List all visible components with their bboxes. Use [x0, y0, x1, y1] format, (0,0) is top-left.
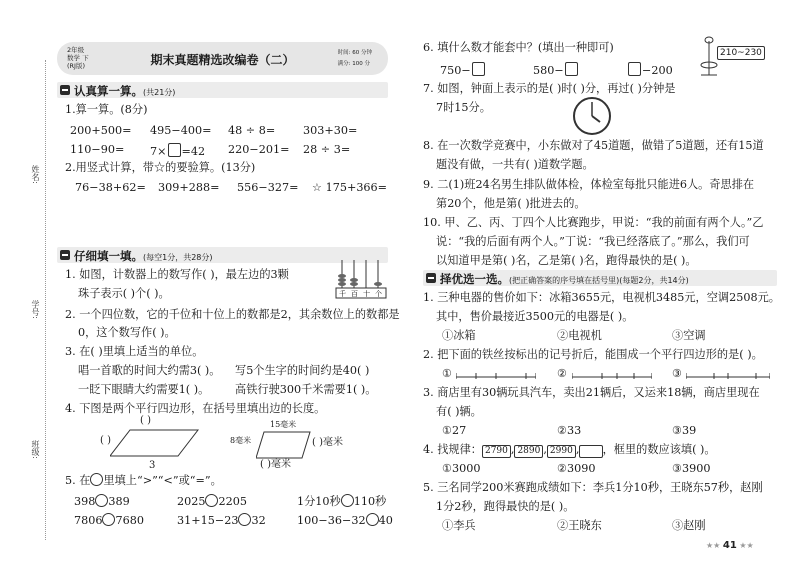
compare-circle[interactable] — [238, 513, 251, 526]
choice-q2: 2. 把下面的铁丝按标出的记号折后，能围成一个平行四边形的是( )。 — [423, 348, 763, 361]
page-number-deco: ★★ 41 ★★ — [706, 540, 754, 551]
wire-figure — [686, 367, 770, 381]
q2-item: 76−38+62= — [75, 181, 146, 194]
choice-option[interactable]: ③ — [672, 367, 683, 380]
page-title: 期末真题精选改编卷（二） — [150, 53, 295, 67]
fill-q2: 0，这个数写作( )。 — [78, 326, 176, 339]
choice-option[interactable]: ③3900 — [672, 462, 711, 475]
q1-item: 28 ÷ 3= — [303, 143, 351, 156]
sequence-box: 2890 — [514, 445, 543, 458]
choice-q3: 有( )辆。 — [436, 405, 482, 418]
choice-q4: 4. 找规律： 2790 , 2890 , 2990 , ，框里的数应该填( )。 — [423, 443, 716, 456]
compare-item: 100−36−32 40 — [297, 514, 393, 527]
binding-line — [45, 60, 46, 540]
parallelogram-label: 3 — [149, 460, 156, 471]
section-icon — [60, 250, 70, 260]
choice-option[interactable]: ① — [442, 367, 453, 380]
choice-option[interactable]: ②3090 — [557, 462, 596, 475]
q1-item: 110−90= — [70, 143, 125, 156]
fill-q5: 5. 在 里填上“>”“<”或“=”。 — [65, 474, 222, 487]
compare-circle[interactable] — [90, 473, 103, 486]
wire-figure — [572, 367, 652, 381]
right-q7: 7时15分。 — [436, 101, 491, 114]
choice-option[interactable]: ③赵刚 — [672, 519, 706, 532]
sequence-box: 2990 — [547, 445, 576, 458]
compare-item: 398 389 — [74, 495, 130, 508]
compare-item: 1分10秒 110秒 — [297, 495, 387, 508]
q1-item: 48 ÷ 8= — [228, 124, 276, 137]
sidebar-class-label: 班级: — [31, 440, 40, 459]
right-q9: 第20个，他是第( )批进去的。 — [436, 197, 586, 210]
section-choose: 择优选一选。(把正确答案的序号填在括号里)(每题2分，共14分) — [423, 270, 777, 286]
answer-box[interactable] — [168, 143, 181, 157]
q1-item: 200+500= — [70, 124, 132, 137]
fill-q2: 2. 一个四位数，它的千位和十位上的数都是2，其余数位上的数都是 — [65, 308, 400, 321]
parallelogram-label: ( )毫米 — [260, 459, 291, 470]
abacus-label: 百 — [351, 290, 358, 298]
section-fill: 仔细填一填。(每空1分，共28分) — [57, 247, 388, 263]
choice-option[interactable]: ②电视机 — [557, 329, 602, 342]
choice-q1: 其中，售价最接近3500元的电器是( )。 — [436, 310, 634, 323]
parallelogram-label: ( ) — [140, 415, 151, 426]
fill-q3: 写5个生字的时间约是40( ) — [235, 364, 370, 377]
right-q10: 以知道甲是第( )名，乙是第( )名，跑得最快的是( )。 — [436, 254, 697, 267]
choice-option[interactable]: ①27 — [442, 424, 467, 437]
fill-q3: 唱一首歌的时间大约需3( )。 — [78, 364, 221, 377]
sidebar-name-label: 姓名: — [31, 165, 40, 184]
wire-figure — [456, 367, 536, 381]
fill-q3: 3. 在( )里填上适当的单位。 — [65, 345, 204, 358]
compare-circle[interactable] — [95, 494, 108, 507]
right-q10: 说：“我的后面有两个人。”丁说：“我已经落底了。”那么，我们可 — [436, 235, 750, 248]
q2-item: 309+288= — [158, 181, 220, 194]
parallelogram-label: 15毫米 — [270, 420, 297, 429]
answer-box[interactable] — [472, 62, 485, 76]
right-q6: 6. 填什么数才能套中？(填出一种即可) — [423, 41, 614, 54]
choice-option[interactable]: ①冰箱 — [442, 329, 476, 342]
right-q6-a: 750− — [440, 62, 486, 78]
section-icon — [426, 273, 436, 283]
choice-option[interactable]: ①李兵 — [442, 519, 476, 532]
clock-icon — [572, 96, 612, 136]
parallelogram-b — [256, 430, 312, 460]
choice-option[interactable]: ②33 — [557, 424, 582, 437]
fill-q1: 珠子表示( )个( )。 — [78, 287, 170, 300]
choice-option[interactable]: ③39 — [672, 424, 697, 437]
right-q8: 题没有做，一共有( )道数学题。 — [436, 158, 594, 171]
choice-q5: 1分2秒，跑得最快的是( )。 — [436, 500, 575, 513]
right-q7: 7. 如图，钟面上表示的是( )时( )分，再过( )分钟是 — [423, 82, 676, 95]
time-score-info: 时间: 60 分钟 满分: 100 分 — [337, 50, 372, 67]
choice-q1: 1. 三种电器的售价如下：冰箱3655元，电视机3485元，空调2508元。 — [423, 291, 780, 304]
parallelogram-label: 8毫米 — [230, 436, 252, 445]
compare-circle[interactable] — [102, 513, 115, 526]
choice-option[interactable]: ②王晓东 — [557, 519, 602, 532]
fill-q3: 一眨下眼睛大约需要1( )。 — [78, 383, 210, 396]
right-q6-b: 580− — [533, 62, 579, 78]
choice-option[interactable]: ①3000 — [442, 462, 481, 475]
q1-item: 495−400= — [150, 124, 212, 137]
choice-option[interactable]: ② — [557, 367, 568, 380]
fill-q3: 高铁行驶300千米需要1( )。 — [235, 383, 377, 396]
compare-circle[interactable] — [341, 494, 354, 507]
answer-box[interactable] — [628, 62, 641, 76]
fill-q4: 4. 下图是两个平行四边形，在括号里填出边的长度。 — [65, 402, 326, 415]
q1-item: 220−201= — [228, 143, 290, 156]
q1-label: 1.算一算。(8分) — [65, 103, 148, 116]
choice-option[interactable]: ③空调 — [672, 329, 706, 342]
abacus-label: 个 — [375, 290, 382, 298]
abacus-label: 千 — [339, 290, 346, 298]
parallelogram-label: ( ) — [100, 435, 111, 446]
right-q10: 10. 甲、乙、丙、丁四个人比赛跑步，甲说：“我的前面有两个人。”乙 — [423, 216, 764, 229]
q1-item: 303+30= — [303, 124, 358, 137]
range-tag: 210~230 — [717, 46, 765, 60]
grade-label: 2年级 数学 下 (RJ版) — [67, 46, 89, 70]
right-q6-c: −200 — [627, 62, 673, 78]
page-number: 41 — [722, 540, 737, 551]
sidebar-id-label: 学号: — [31, 300, 40, 319]
compare-item: 31+15−23 32 — [177, 514, 266, 527]
compare-circle[interactable] — [366, 513, 379, 526]
compare-item: 7806 7680 — [74, 514, 144, 527]
sequence-box: 2790 — [482, 445, 511, 458]
parallelogram-label: ( )毫米 — [312, 437, 343, 448]
parallelogram-a — [110, 426, 200, 458]
sequence-blank-box[interactable] — [579, 445, 602, 458]
abacus-label: 十 — [363, 290, 370, 298]
q2-label: 2.用竖式计算，带☆的要验算。(13分) — [65, 161, 256, 174]
fill-q1: 1. 如图，计数器上的数写作( )，最左边的3颗 — [65, 268, 289, 281]
compare-circle[interactable] — [205, 494, 218, 507]
right-q8: 8. 在一次数学竞赛中，小东做对了45道题，做错了5道题，还有15道 — [423, 139, 764, 152]
q1-item: 7× =42 — [150, 145, 206, 158]
section-calculate: 认真算一算。(共21分) — [57, 82, 388, 98]
q2-item: ☆ 175+366= — [312, 181, 388, 194]
page-header — [57, 42, 388, 75]
answer-box[interactable] — [565, 62, 578, 76]
choice-q3: 3. 商店里有30辆玩具汽车，卖出21辆后，又运来18辆，商店里现在 — [423, 386, 760, 399]
choice-q5: 5. 三名同学200米赛跑成绩如下：李兵1分10秒，王晓东57秒，赵刚 — [423, 481, 763, 494]
q2-item: 556−327= — [237, 181, 299, 194]
section-icon — [60, 85, 70, 95]
compare-item: 2025 2205 — [177, 495, 247, 508]
abacus-figure — [334, 256, 390, 300]
right-q9: 9. 二(1)班24名男生排队做体检，体检室每批只能进6人。奇思排在 — [423, 178, 755, 191]
